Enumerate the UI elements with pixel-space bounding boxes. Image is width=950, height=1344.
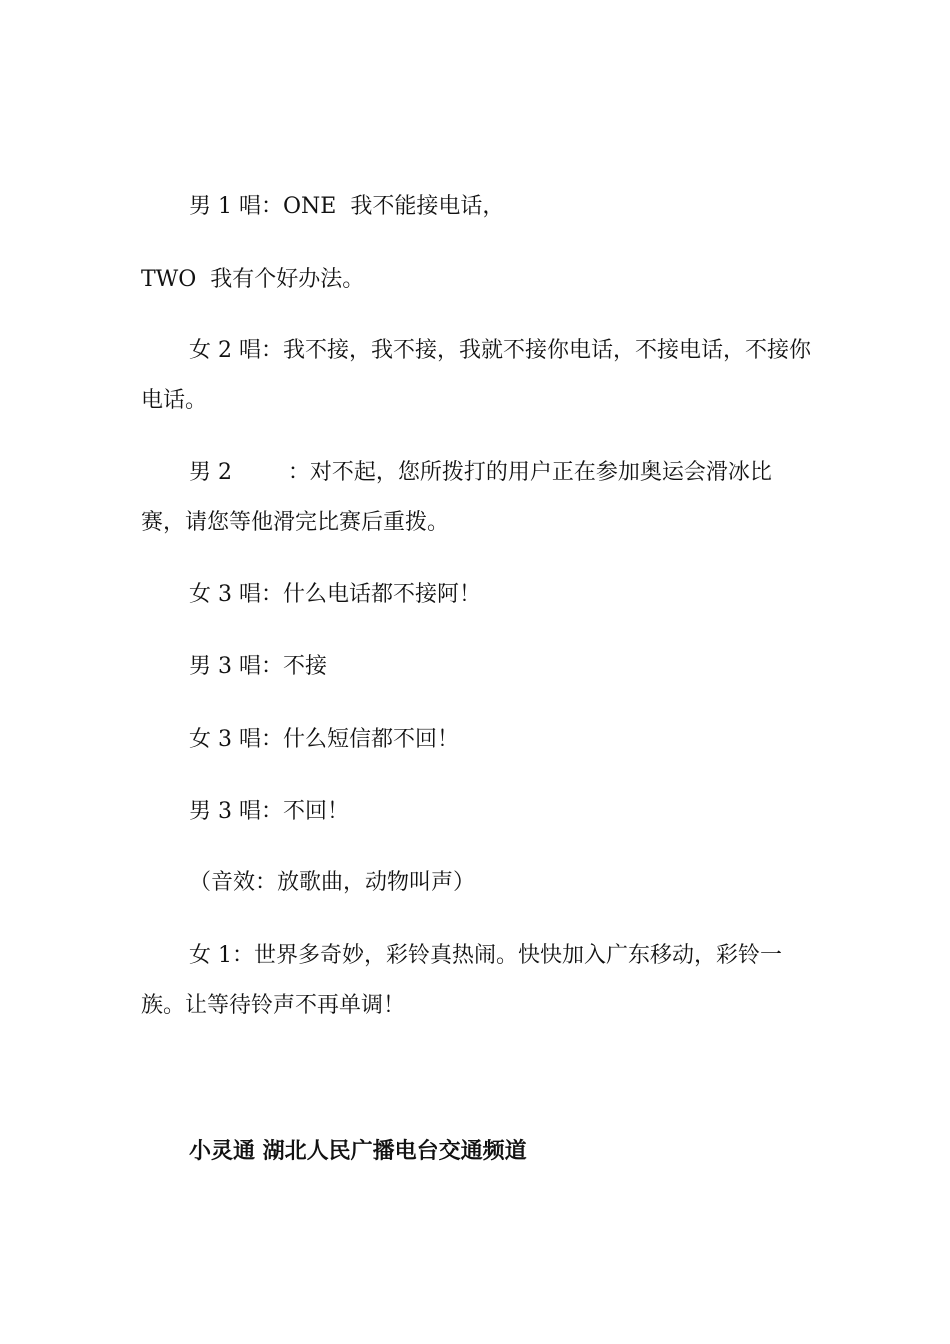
paragraph-female2-sing: 女 2 唱：我不接，我不接，我就不接你电话，不接电话，不接你电话。 (141, 338, 811, 413)
paragraph-female3-sing-1: 女 3 唱：什么电话都不接阿！ (189, 582, 481, 607)
paragraph-male3-sing-2: 男 3 唱：不回！ (189, 799, 349, 824)
paragraph-female3-sing-2: 女 3 唱：什么短信都不回！ (189, 727, 459, 752)
paragraph-male1-sing: 男 1 唱：ONE 我不能接电话， (189, 194, 505, 219)
section-heading: 小灵通 湖北人民广播电台交通频道 (189, 1138, 527, 1164)
paragraph-male2: 男 2 ：对不起，您所拨打的用户正在参加奥运会滑冰比赛，请您等他滑完比赛后重拨。 (141, 460, 772, 535)
paragraph-two: TWO 我有个好办法。 (141, 267, 365, 292)
paragraph-sound-effect: （音效：放歌曲，动物叫声） (189, 870, 476, 895)
paragraph-male3-sing-1: 男 3 唱：不接 (189, 654, 327, 679)
paragraph-female1: 女 1：世界多奇妙，彩铃真热闹。快快加入广东移动，彩铃一族。让等待铃声不再单调！ (141, 943, 782, 1018)
